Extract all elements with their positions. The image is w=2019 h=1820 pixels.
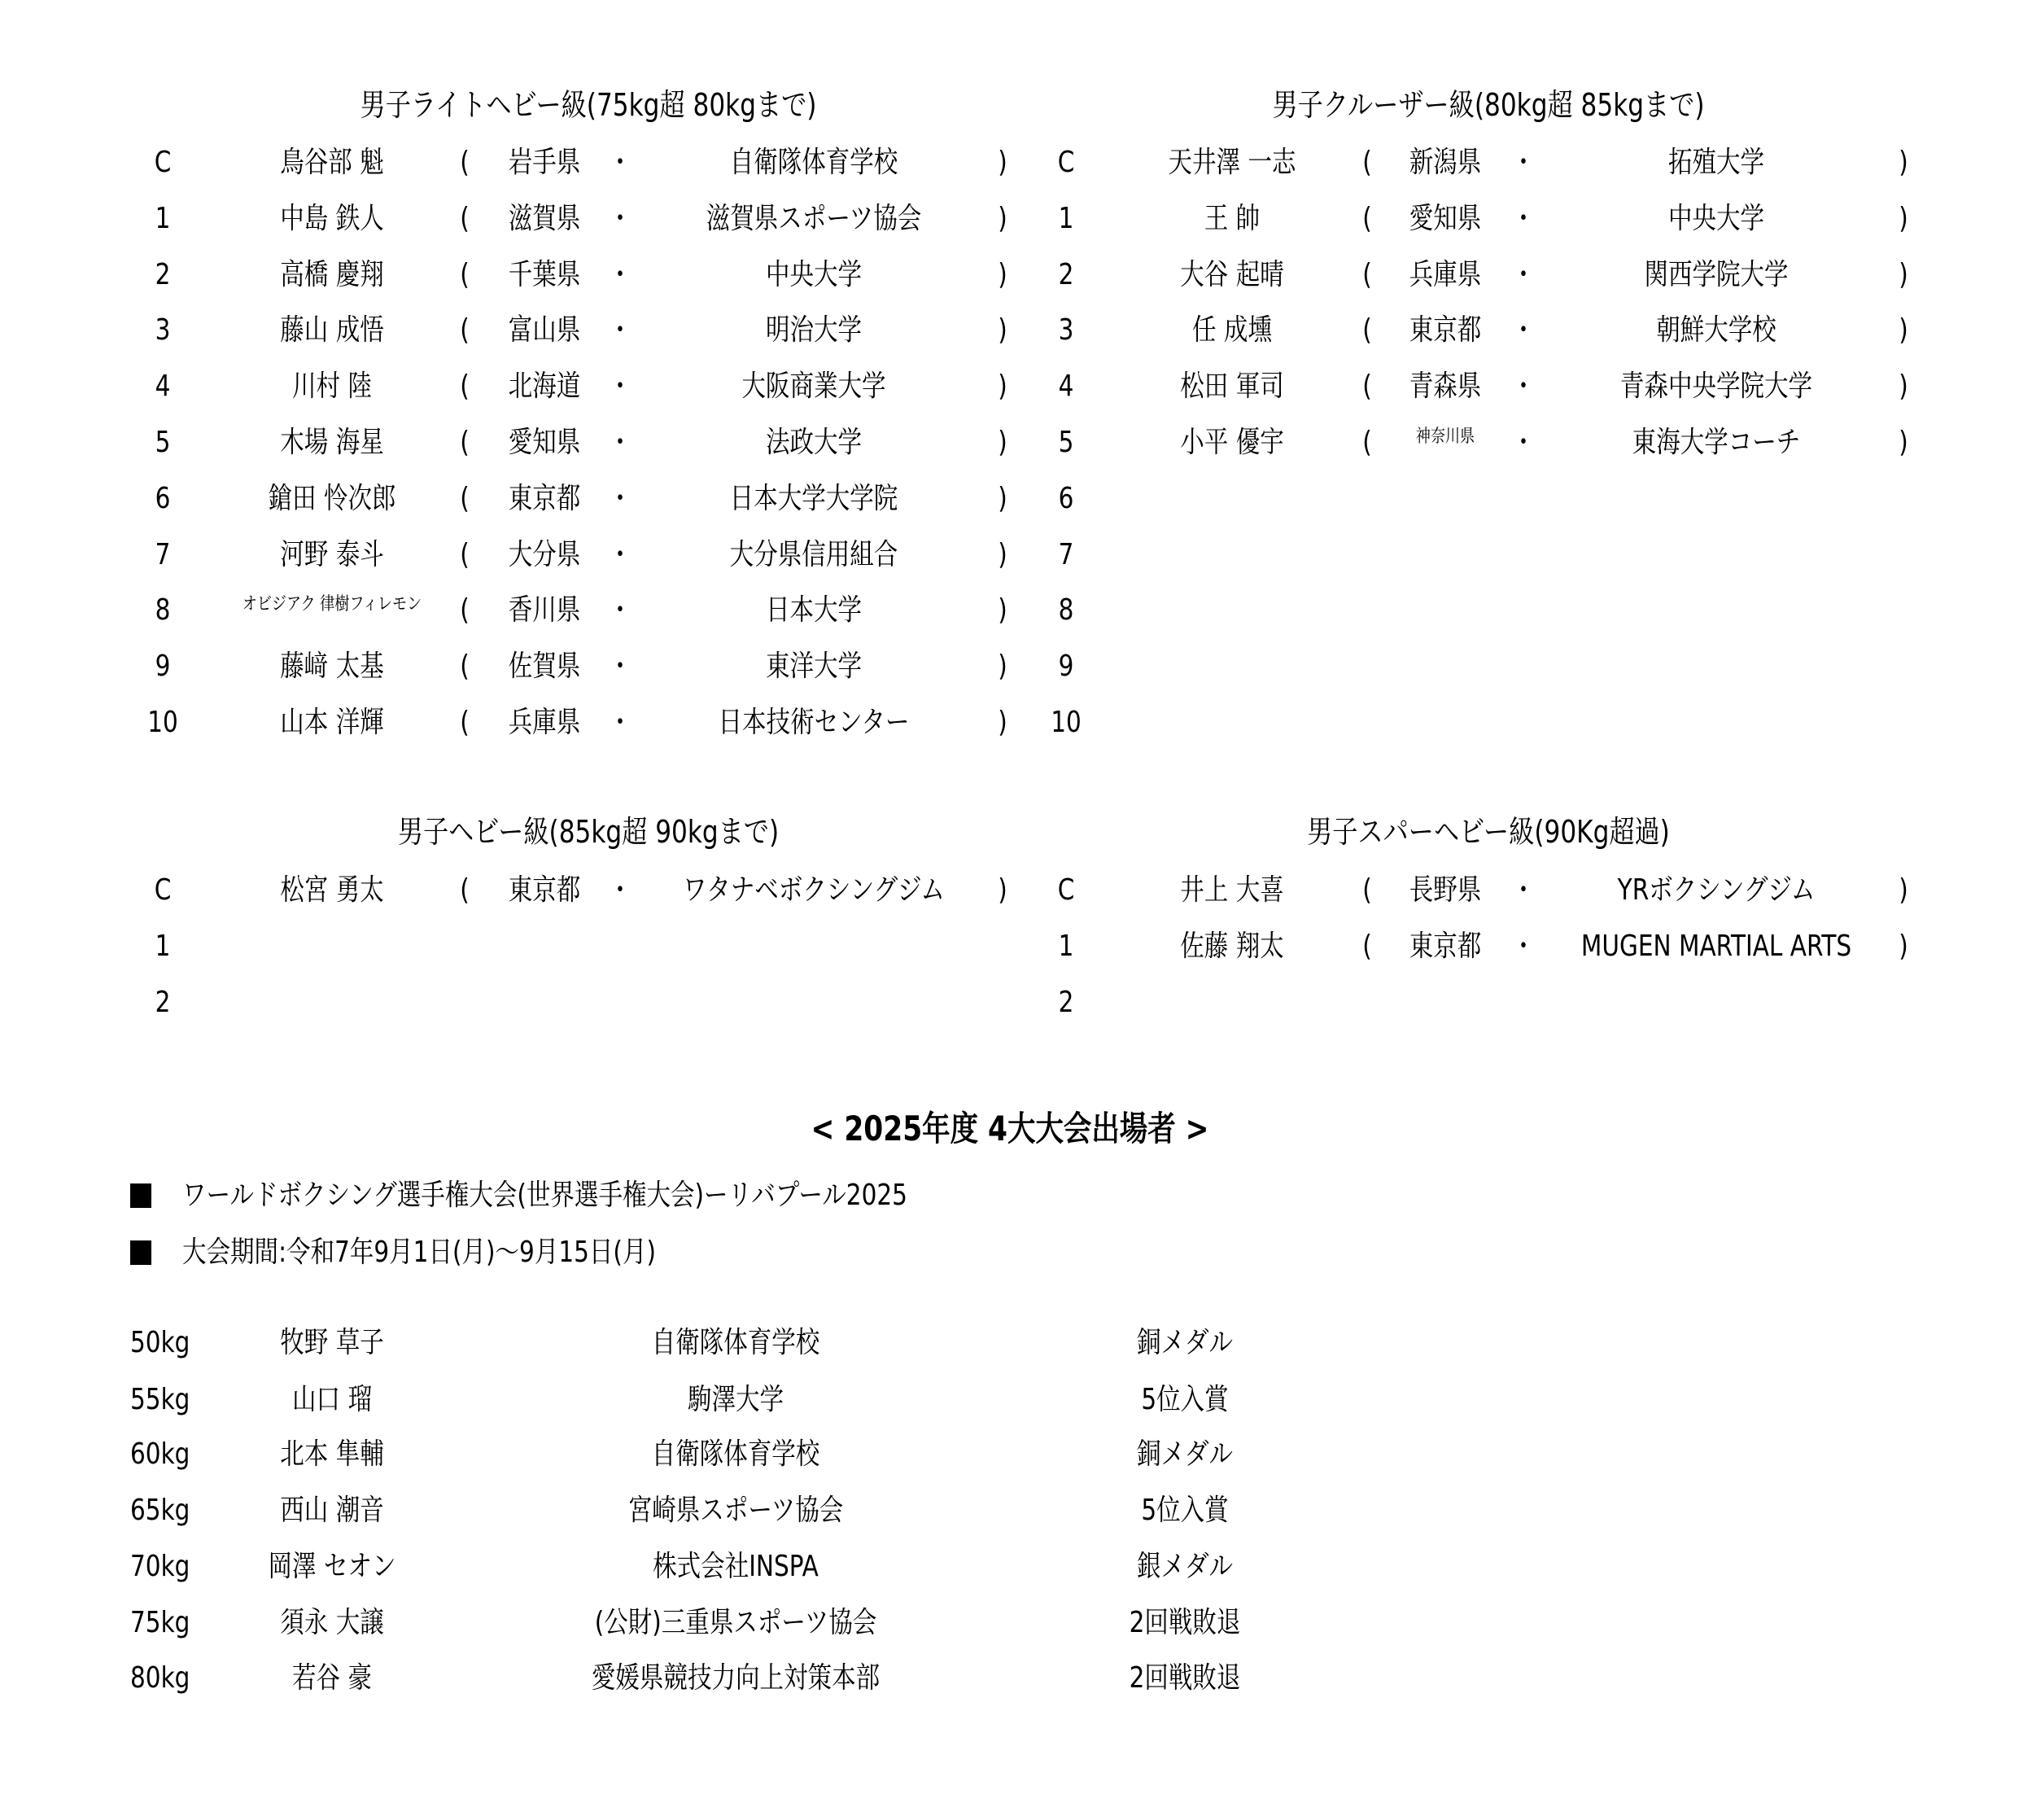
separator-dot: ・ (608, 706, 632, 739)
open-paren: ( (460, 201, 470, 235)
prefecture: 東京都 (508, 873, 581, 907)
section-heading: < 2025年度 4大大会出場者 > (811, 1109, 1209, 1148)
rank-label: 5 (1058, 426, 1074, 459)
result-affiliation: 駒澤大学 (687, 1383, 784, 1416)
affiliation: 拓殖大学 (1667, 146, 1765, 179)
affiliation: YRボクシングジム (1617, 873, 1816, 907)
result-weight: 80kg (130, 1661, 190, 1695)
rank-label: 7 (1058, 537, 1074, 571)
prefecture: 愛知県 (508, 426, 581, 459)
rank-label: 3 (155, 313, 171, 348)
close-paren: ) (998, 481, 1007, 515)
weight-class-title: 男子スパーヘビー級(90Kg超過) (1307, 814, 1670, 850)
affiliation: 青森中央学院大学 (1619, 370, 1813, 404)
open-paren: ( (460, 146, 470, 179)
boxer-name: オビジアク 律樹フィレモン (242, 594, 422, 615)
rank-label: 7 (155, 537, 171, 571)
boxer-name: 松田 軍司 (1180, 370, 1284, 404)
affiliation: 日本技術センター (718, 706, 910, 739)
rank-label: 2 (155, 985, 171, 1019)
result-affiliation: 自衛隊体育学校 (651, 1326, 820, 1359)
affiliation: MUGEN MARTIAL ARTS (1580, 929, 1852, 963)
affiliation: 朝鮮大学校 (1656, 313, 1776, 348)
separator-dot: ・ (608, 146, 632, 179)
boxer-name: 川村 陸 (292, 370, 372, 404)
rank-label: 6 (1058, 481, 1074, 515)
boxer-name: 松宮 勇太 (280, 873, 384, 907)
separator-dot: ・ (608, 426, 632, 459)
open-paren: ( (460, 537, 470, 571)
prefecture: 香川県 (508, 593, 581, 628)
rank-label: 1 (1058, 201, 1074, 235)
result-name: 西山 潮音 (280, 1494, 384, 1527)
open-paren: ( (1362, 257, 1372, 291)
prefecture: 青森県 (1409, 370, 1482, 404)
result-weight: 75kg (130, 1606, 190, 1639)
affiliation: 法政大学 (765, 426, 863, 459)
separator-dot: ・ (1511, 257, 1536, 291)
open-paren: ( (460, 370, 470, 404)
prefecture: 愛知県 (1409, 201, 1482, 235)
prefecture: 佐賀県 (508, 650, 581, 684)
prefecture: 岩手県 (508, 146, 581, 179)
close-paren: ) (1899, 873, 1908, 907)
prefecture: 長野県 (1409, 873, 1482, 907)
rank-label: 9 (155, 650, 171, 684)
close-paren: ) (1899, 257, 1908, 291)
close-paren: ) (998, 537, 1007, 571)
tournament-name: ワールドボクシング選手権大会(世界選手権大会)ーリバプール2025 (182, 1179, 907, 1212)
result-outcome: 2回戦敗退 (1129, 1606, 1241, 1639)
rank-label: 2 (1058, 257, 1074, 291)
boxer-name: 中島 鉄人 (280, 201, 384, 235)
affiliation: 自衛隊体育学校 (729, 146, 898, 179)
close-paren: ) (1899, 313, 1908, 348)
close-paren: ) (998, 370, 1007, 404)
affiliation: 大阪商業大学 (741, 370, 886, 404)
close-paren: ) (998, 257, 1007, 291)
boxer-name: 河野 泰斗 (280, 537, 384, 571)
prefecture: 兵庫県 (508, 706, 581, 739)
prefecture: 北海道 (508, 370, 581, 404)
rank-label: 3 (1058, 313, 1074, 348)
separator-dot: ・ (608, 370, 632, 404)
open-paren: ( (460, 873, 470, 907)
separator-dot: ・ (608, 593, 632, 628)
rank-label: 4 (155, 370, 171, 404)
separator-dot: ・ (1511, 929, 1536, 963)
separator-dot: ・ (608, 257, 632, 291)
boxer-name: 大谷 起晴 (1180, 257, 1284, 291)
separator-dot: ・ (608, 313, 632, 348)
affiliation: 滋賀県スポーツ協会 (706, 201, 922, 235)
rank-label: 9 (1058, 650, 1074, 684)
rank-label: 2 (1058, 985, 1074, 1019)
close-paren: ) (1899, 426, 1908, 459)
separator-dot: ・ (1511, 426, 1536, 459)
boxer-name: 鳥谷部 魁 (280, 146, 384, 179)
separator-dot: ・ (1511, 313, 1536, 348)
open-paren: ( (1362, 313, 1372, 348)
boxer-name: 任 成壎 (1192, 313, 1272, 348)
result-name: 牧野 草子 (280, 1326, 384, 1359)
open-paren: ( (460, 593, 470, 628)
rank-label: 4 (1058, 370, 1074, 404)
open-paren: ( (460, 257, 470, 291)
boxer-name: 藤山 成悟 (280, 313, 384, 348)
close-paren: ) (998, 313, 1007, 348)
result-name: 北本 隼輔 (280, 1437, 384, 1471)
rank-label: C (154, 873, 172, 907)
open-paren: ( (1362, 370, 1372, 404)
rank-label: C (1057, 873, 1075, 907)
weight-class-title: 男子クルーザー級(80kg超 85kgまで) (1272, 87, 1705, 123)
separator-dot: ・ (1511, 370, 1536, 404)
prefecture: 大分県 (508, 537, 581, 571)
boxer-name: 王 帥 (1204, 201, 1261, 235)
open-paren: ( (460, 426, 470, 459)
close-paren: ) (998, 706, 1007, 739)
open-paren: ( (460, 650, 470, 684)
separator-dot: ・ (1511, 873, 1536, 907)
boxer-name: 小平 優宇 (1180, 426, 1284, 459)
close-paren: ) (998, 426, 1007, 459)
bullet-square-icon (130, 1183, 151, 1208)
weight-class-title: 男子ライトヘビー級(75kg超 80kgまで) (360, 87, 817, 123)
prefecture: 東京都 (1409, 313, 1482, 348)
rank-label: 1 (1058, 929, 1074, 963)
open-paren: ( (1362, 146, 1372, 179)
separator-dot: ・ (1511, 201, 1536, 235)
result-weight: 70kg (130, 1550, 190, 1583)
result-name: 山口 瑠 (292, 1383, 372, 1416)
affiliation: 関西学院大学 (1644, 257, 1789, 291)
close-paren: ) (1899, 146, 1908, 179)
result-affiliation: 株式会社INSPA (653, 1550, 819, 1583)
separator-dot: ・ (608, 873, 632, 907)
separator-dot: ・ (608, 650, 632, 684)
affiliation: 中央大学 (1667, 201, 1765, 235)
affiliation: ワタナベボクシングジム (683, 873, 945, 907)
affiliation: 東洋大学 (765, 650, 863, 684)
bullet-square-icon (130, 1240, 151, 1265)
prefecture: 神奈川県 (1415, 427, 1475, 447)
close-paren: ) (998, 873, 1007, 907)
open-paren: ( (460, 706, 470, 739)
separator-dot: ・ (608, 201, 632, 235)
open-paren: ( (1362, 873, 1372, 907)
result-outcome: 2回戦敗退 (1129, 1661, 1241, 1695)
affiliation: 東海大学コーチ (1632, 426, 1801, 459)
prefecture: 兵庫県 (1409, 257, 1482, 291)
affiliation: 日本大学 (765, 593, 863, 628)
result-outcome: 銅メダル (1136, 1437, 1234, 1471)
open-paren: ( (1362, 201, 1372, 235)
close-paren: ) (998, 201, 1007, 235)
close-paren: ) (998, 146, 1007, 179)
open-paren: ( (460, 481, 470, 515)
rank-label: 5 (155, 426, 171, 459)
result-outcome: 銅メダル (1136, 1326, 1234, 1359)
rank-label: C (154, 146, 172, 179)
affiliation: 中央大学 (765, 257, 863, 291)
result-name: 須永 大譲 (280, 1606, 384, 1639)
boxer-name: 高橋 慶翔 (280, 257, 384, 291)
result-name: 若谷 豪 (292, 1661, 372, 1695)
affiliation: 大分県信用組合 (729, 537, 898, 571)
result-outcome: 銀メダル (1136, 1550, 1234, 1583)
boxer-name: 井上 大喜 (1180, 873, 1284, 907)
rank-label: C (1057, 146, 1075, 179)
result-affiliation: 愛媛県競技力向上対策本部 (591, 1661, 881, 1695)
boxer-name: 藤﨑 太基 (280, 650, 384, 684)
boxer-name: 天井澤 一志 (1168, 146, 1296, 179)
boxer-name: 山本 洋輝 (280, 706, 384, 739)
prefecture: 新潟県 (1409, 146, 1482, 179)
rank-label: 6 (155, 481, 171, 515)
prefecture: 千葉県 (508, 257, 581, 291)
result-affiliation: (公財)三重県スポーツ協会 (594, 1606, 877, 1639)
prefecture: 滋賀県 (508, 201, 581, 235)
rank-label: 10 (147, 706, 178, 739)
result-weight: 55kg (130, 1383, 190, 1416)
prefecture: 東京都 (508, 481, 581, 515)
affiliation: 明治大学 (765, 313, 863, 348)
result-affiliation: 自衛隊体育学校 (651, 1437, 820, 1471)
open-paren: ( (1362, 929, 1372, 963)
result-outcome: 5位入賞 (1141, 1383, 1229, 1416)
result-weight: 60kg (130, 1437, 190, 1471)
prefecture: 富山県 (508, 313, 581, 348)
open-paren: ( (1362, 426, 1372, 459)
result-weight: 50kg (130, 1326, 190, 1359)
boxer-name: 佐藤 翔太 (1180, 929, 1284, 963)
weight-class-title: 男子ヘビー級(85kg超 90kgまで) (397, 814, 780, 850)
separator-dot: ・ (1511, 146, 1536, 179)
open-paren: ( (460, 313, 470, 348)
affiliation: 日本大学大学院 (729, 481, 898, 515)
close-paren: ) (1899, 929, 1908, 963)
close-paren: ) (998, 650, 1007, 684)
rank-label: 1 (155, 929, 171, 963)
close-paren: ) (1899, 201, 1908, 235)
boxer-name: 木場 海星 (280, 426, 384, 459)
prefecture: 東京都 (1409, 929, 1482, 963)
result-affiliation: 宮崎県スポーツ協会 (627, 1494, 844, 1527)
tournament-dates: 大会期間:令和7年9月1日(月)〜9月15日(月) (182, 1236, 656, 1269)
rank-label: 10 (1051, 706, 1082, 739)
close-paren: ) (998, 593, 1007, 628)
rank-label: 8 (1058, 593, 1074, 628)
rank-label: 1 (155, 201, 171, 235)
result-weight: 65kg (130, 1494, 190, 1527)
rank-label: 2 (155, 257, 171, 291)
rank-label: 8 (155, 593, 171, 628)
result-name: 岡澤 セオン (268, 1550, 396, 1583)
separator-dot: ・ (608, 481, 632, 515)
result-outcome: 5位入賞 (1141, 1494, 1229, 1527)
boxer-name: 鎗田 怜次郎 (268, 481, 396, 515)
close-paren: ) (1899, 370, 1908, 404)
separator-dot: ・ (608, 537, 632, 571)
